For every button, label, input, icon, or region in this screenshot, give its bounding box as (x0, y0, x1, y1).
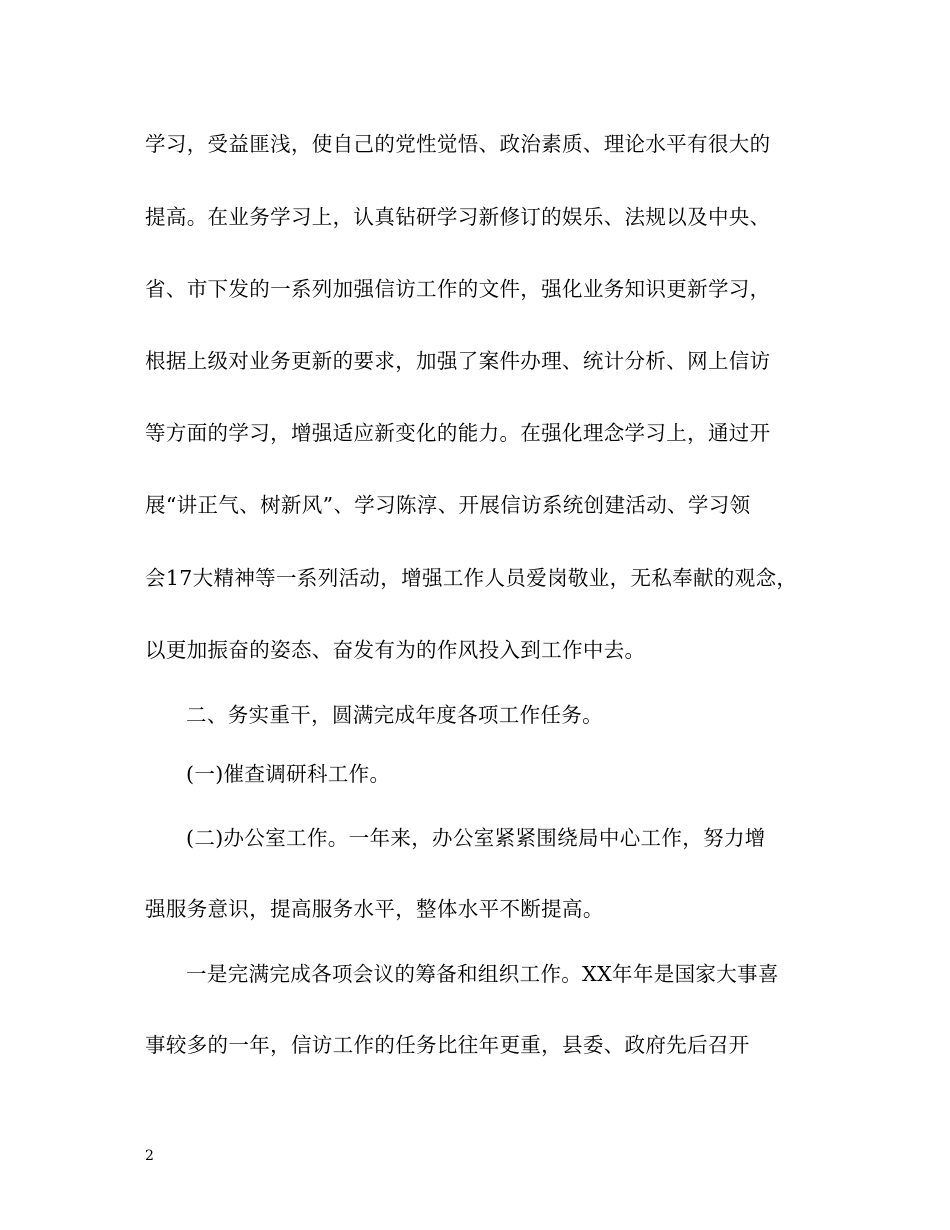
paragraph-line: 事较多的一年，信访工作的任务比往年更重，县委、政府先后召开 (145, 1033, 750, 1057)
paragraph-line: 省、市下发的一系列加强信访工作的文件，强化业务知识更新学习， (145, 277, 771, 301)
paragraph-line: 强服务意识，提高服务水平，整体水平不断提高。 (145, 897, 604, 921)
section-heading: 二、务实重干，圆满完成年度各项工作任务。 (186, 703, 603, 727)
page-number: 2 (145, 1148, 154, 1164)
paragraph-line: 以更加振奋的姿态、奋发有为的作风投入到工作中去。 (145, 638, 646, 662)
paragraph-line: 提高。在业务学习上，认真钻研学习新修订的娱乐、法规以及中央、 (145, 205, 771, 229)
paragraph-line: 等方面的学习，增强适应新变化的能力。在强化理念学习上，通过开 (145, 421, 771, 445)
paragraph-line: 一是完满完成各项会议的筹备和组织工作。XX年年是国家大事喜 (186, 962, 779, 986)
paragraph-line: 展“讲正气、树新风”、学习陈淳、开展信访系统创建活动、学习领 (145, 493, 751, 517)
paragraph-line: 学习，受益匪浅，使自己的党性觉悟、政治素质、理论水平有很大的 (145, 132, 771, 156)
paragraph-line: (二)办公室工作。一年来，办公室紧紧围绕局中心工作，努力增 (186, 826, 766, 850)
subsection-heading: (一)催查调研科工作。 (186, 762, 391, 786)
paragraph-line: 会17大精神等一系列活动，增强工作人员爱岗敬业，无私奉献的观念， (145, 566, 798, 590)
paragraph-line: 根据上级对业务更新的要求，加强了案件办理、统计分析、网上信访 (145, 349, 771, 373)
